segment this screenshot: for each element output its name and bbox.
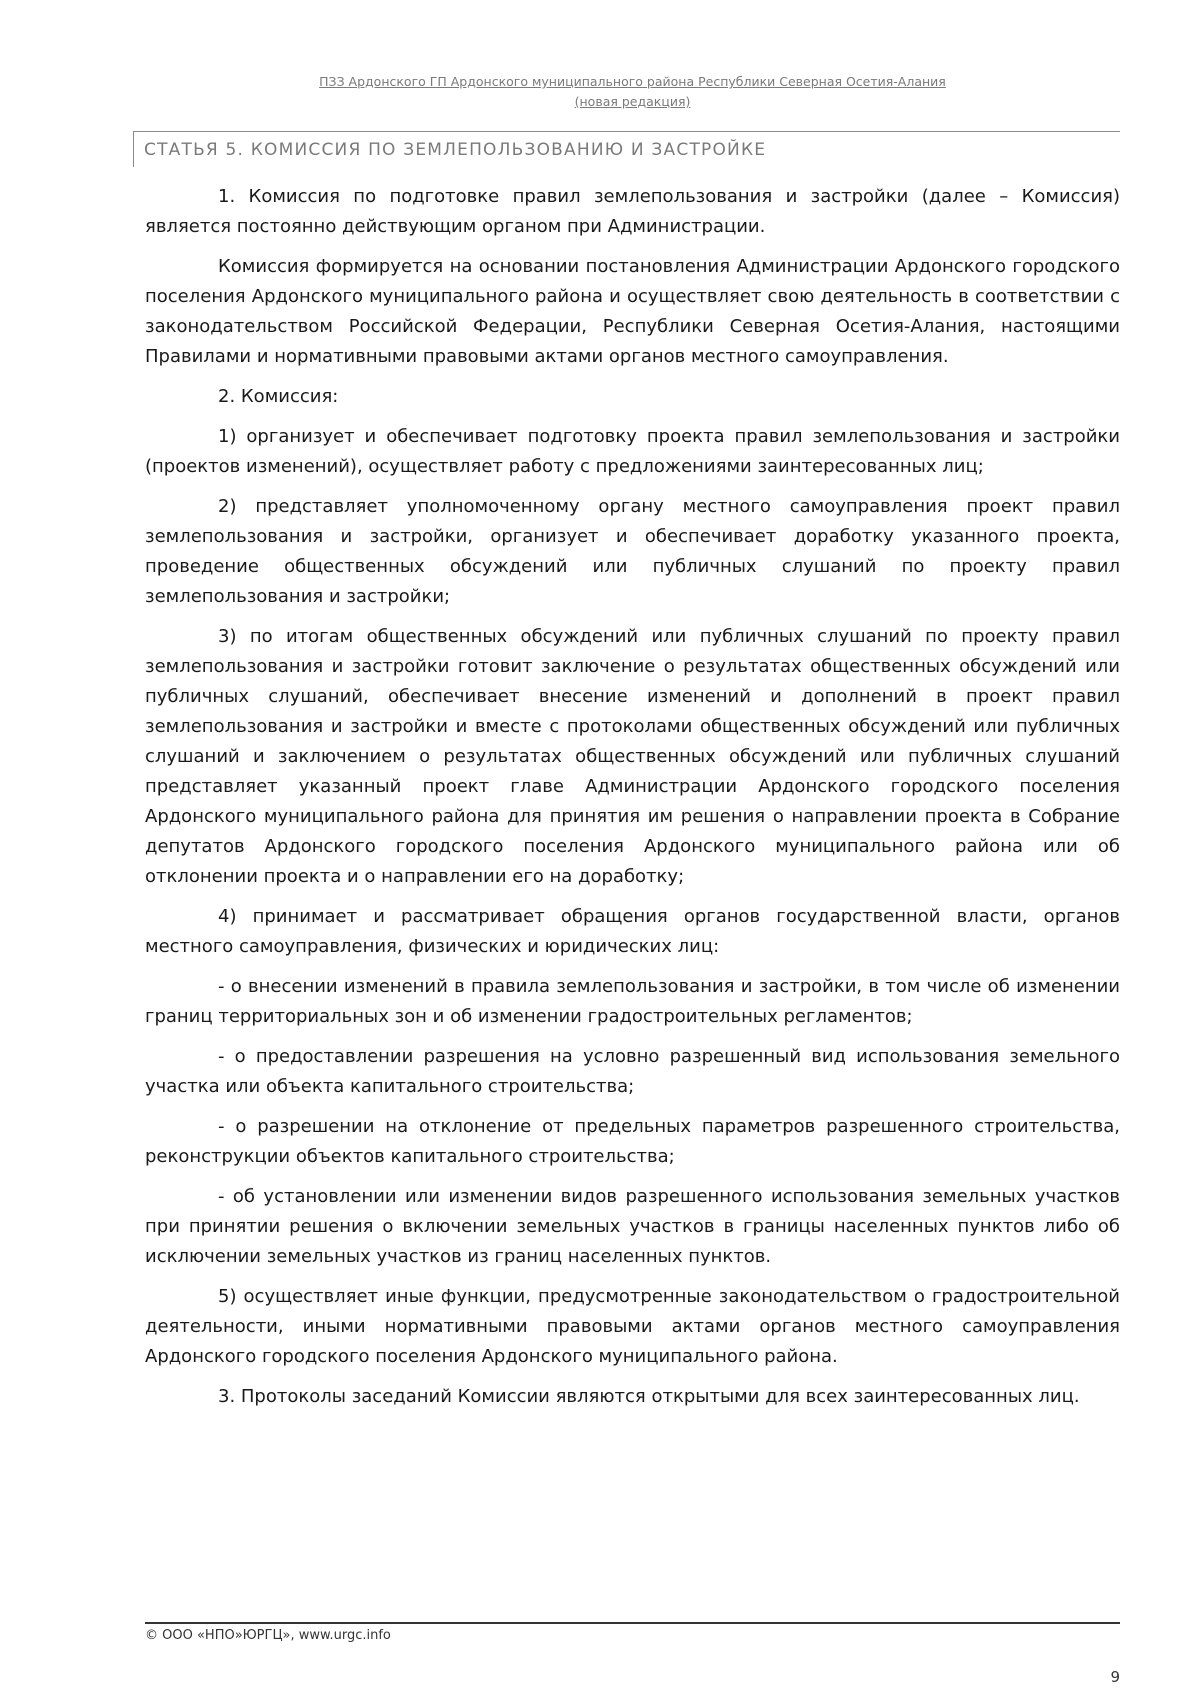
paragraph: - о предоставлении разрешения на условно разрешенный вид использования земельного участка или объекта капитального строительства;: [145, 1046, 1120, 1097]
paragraph: 3) по итогам общественных обсуждений или публичных слушаний по проекту правил землепользования и застройки готовит заключение о результатах общественных обсуждений или публичных слушаний, обеспечивает внесение изменений и дополнений в проект правил землепользования и застройки и вместе с протоколами общественных обсуждений или публичных слушаний и заключением о результатах общественных обсуждений или публичных слушаний представляет указанный проект главе Администрации Ардонского городского поселения Ардонского муниципального района для принятия им решения о направлении проекта в Собрание депутатов Ардонского городского поселения Ардонского муниципального района или об отклонении проекта и о направлении его на доработку;: [145, 626, 1120, 887]
paragraph: 3. Протоколы заседаний Комиссии являются открытыми для всех заинтересованных лиц.: [218, 1386, 1080, 1407]
document-body: [145, 182, 1120, 1422]
page-number: 9: [1110, 1668, 1120, 1686]
paragraph: 5) осуществляет иные функции, предусмотренные законодательством о градостроительной деятельности, иными нормативными правовыми актами органов местного самоуправления Ардонского городского поселения Ардонского муниципального района.: [145, 1286, 1120, 1367]
footer-divider: [145, 1622, 1120, 1624]
paragraph: - о внесении изменений в правила землепользования и застройки, в том числе об изменении границ территориальных зон и об изменении градостроительных регламентов;: [145, 976, 1120, 1027]
paragraph: 4) принимает и рассматривает обращения органов государственной власти, органов местного самоуправления, физических и юридических лиц:: [145, 906, 1120, 957]
paragraph: Комиссия формируется на основании постановления Администрации Ардонского городского поселения Ардонского муниципального района и осуществляет свою деятельность в соответствии с законодательством Российской Федерации, Республики Северная Осетия-Алания, настоящими Правилами и нормативными правовыми актами органов местного самоуправления.: [145, 256, 1120, 367]
paragraph: 2. Комиссия:: [218, 386, 339, 407]
running-header: [145, 72, 1120, 112]
paragraph: - о разрешении на отклонение от предельных параметров разрешенного строительства, реконструкции объектов капитального строительства;: [145, 1116, 1120, 1167]
footer-copyright: © ООО «НПО»ЮРГЦ», www.urgc.info: [145, 1628, 391, 1643]
paragraph: 1) организует и обеспечивает подготовку проекта правил землепользования и застройки (проектов изменений), осуществляет работу с предложениями заинтересованных лиц;: [145, 426, 1120, 477]
header-line-2: (новая редакция): [574, 94, 691, 109]
article-title: СТАТЬЯ 5. КОМИССИЯ ПО ЗЕМЛЕПОЛЬЗОВАНИЮ И ЗАСТРОЙКЕ: [133, 131, 1120, 167]
paragraph: 1. Комиссия по подготовке правил землепользования и застройки (далее – Комиссия) является постоянно действующим органом при Администрации.: [145, 186, 1120, 237]
paragraph: - об установлении или изменении видов разрешенного использования земельных участков при принятии решения о включении земельных участков в границы населенных пунктов либо об исключении земельных участков из границ населенных пунктов.: [145, 1186, 1120, 1267]
paragraph: 2) представляет уполномоченному органу местного самоуправления проект правил землепользования и застройки, организует и обеспечивает доработку указанного проекта, проведение общественных обсуждений или публичных слушаний по проекту правил землепользования и застройки;: [145, 496, 1120, 607]
header-line-1: ПЗЗ Ардонского ГП Ардонского муниципального района Республики Северная Осетия-Алания: [319, 74, 946, 89]
